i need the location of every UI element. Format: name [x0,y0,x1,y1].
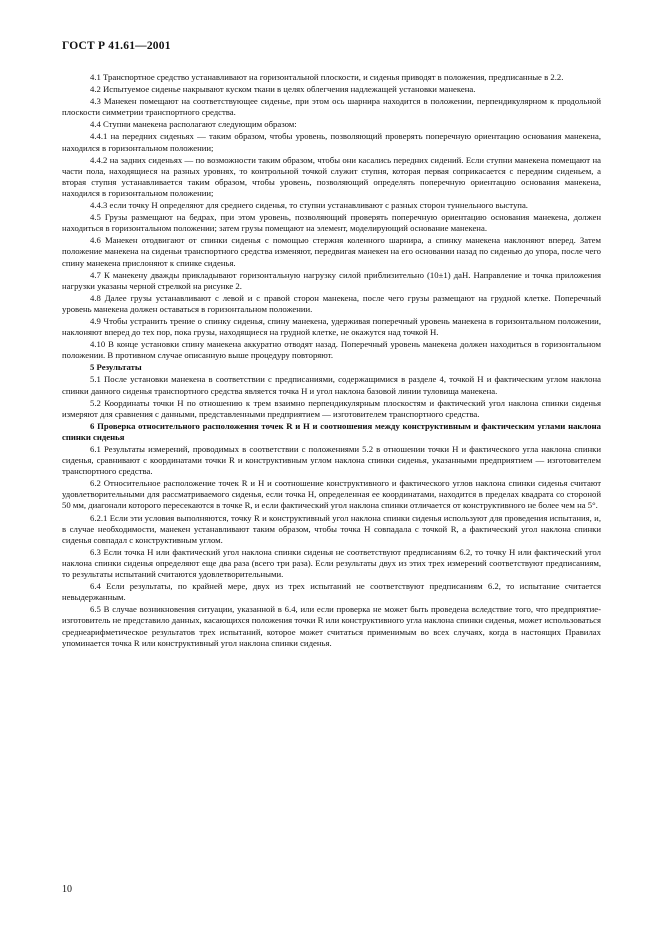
clause-6-2: 6.2 Относительное расположение точек R и H и соотношение конструктивного и фактического углов наклона спинки сиденья считают удовлетворительными для рассматриваемого сиденья, если точка H, определенная ее координатами, находится в пределах квадрата со стороной 50 мм, диагонали которого пересекаются в точке R, и если фактический угол наклона спинки отличается от конструктивного не более чем на 5°. [62,478,601,511]
clause-6-5: 6.5 В случае возникновения ситуации, указанной в 6.4, или если проверка не может быть проведена вследствие того, что предприятие-изготовитель не представило данных, касающихся положения точки R или конструктивного угла наклона спинки сиденья, может использоваться среднеарифметическое результатов трех испытаний, которое может считаться применимым во всех случаях, когда в настоящих Правилах упоминается точка R или конструктивный угол наклона спинки сиденья. [62,604,601,648]
clause-6-3: 6.3 Если точка H или фактический угол наклона спинки сиденья не соответствуют предписаниям 6.2, то точку H или фактический угол наклона спинки сиденья определяют еще два раза (всего три раза). Если результаты двух из этих трех измерений соответствуют предписаниям, то результаты испытаний считаются удовлетворительными. [62,546,601,580]
clause-4-10: 4.10 В конце установки спину манекена аккуратно отводят назад. Поперечный уровень манекена должен находиться в горизонтальном положении. В противном случае описанную выше процедуру повторяют. [62,339,601,361]
page-number: 10 [62,884,72,895]
page-body [62,72,601,650]
clause-4-1: 4.1 Транспортное средство устанавливают на горизонтальной плоскости, и сиденья приводят в положения, предписанные в 2.2. [90,72,564,82]
clause-6-1: 6.1 Результаты измерений, проводимых в соответствии с положениями 5.2 в отношении точки H и фактического угла наклона спинки сиденья, сравнивают с координатами точки R и конструктивным углом наклона спинки сиденья, указанными предприятием — изготовителем транспортного средства. [62,444,601,477]
clause-4-2: 4.2 Испытуемое сиденье накрывают куском ткани в целях облегчения надлежащей установки манекена. [90,84,476,95]
clause-4-8: 4.8 Далее грузы устанавливают с левой и с правой сторон манекена, после чего грузы размещают на грудной клетке. Поперечный уровень манекена должен оставаться в горизонтальном положении. [62,292,601,314]
clause-6-2-1: 6.2.1 Если эти условия выполняются, точку R и конструктивный угол наклона спинки сиденья используют для проведения испытания, и, в случае необходимости, манекен устанавливают таким образом, чтобы точка H совпадала с точкой R, а фактический угол наклона спинки сиденья совпадал с конструктивным углом. [62,512,601,545]
clause-6-4: 6.4 Если результаты, по крайней мере, двух из трех испытаний не соответствуют предписаниям 6.2, то испытание считается невыдержанным. [62,581,601,603]
clause-4-4-2: 4.4.2 на задних сиденьях — по возможности таким образом, чтобы они касались передних сидений. Если ступни манекена помещают на части пола, находящиеся на разных уровнях, то контрольной точкой служит ступня, которая первая соприкасается с передним сиденьем, а вторая ступня устанавливается таким образом, чтобы уровень, позволяющий определять поперечную ориентацию основания манекена, находился в горизонтальном положении; [62,154,601,198]
clause-4-5: 4.5 Грузы размещают на бедрах, при этом уровень, позволяющий проверять поперечную ориентацию основания манекена, должен находиться в горизонтальном положении; затем грузы помещают на элемент, моделирующий основание манекена. [62,212,601,234]
clause-4-4-3: 4.4.3 если точку H определяют для среднего сиденья, то ступни устанавливают с разных сторон туннельного выступа. [90,200,528,211]
clause-4-3: 4.3 Манекен помещают на соответствующее сиденье, при этом ось шарнира находится в положении, перпендикулярном к продольной плоскости симметрии транспортного средства. [62,96,601,118]
clause-4-6: 4.6 Манекен отодвигают от спинки сиденья с помощью стержня коленного шарнира, а спинку манекена наклоняют вперед. Затем положение манекена на сиденьи транспортного средства изменяют, передвигая манекен на его основании назад по сиденью до упора, после чего спину манекена прислоняют к спинке сиденья. [62,235,601,268]
clause-4-4: 4.4 Ступни манекена располагают следующим образом: [90,119,297,130]
clause-4-4-1: 4.4.1 на передних сиденьях — таким образом, чтобы уровень, позволяющий проверять поперечную ориентацию основания манекена, находился в горизонтальном положении; [62,131,601,153]
section-6-heading: 6 Проверка относительного расположения точек R и H и соотношения между конструктивным и фактическим углами наклона спинки сиденья [62,420,601,442]
clause-4-9: 4.9 Чтобы устранить трение о спинку сиденья, спину манекена, удерживая поперечный уровень манекена в горизонтальном положении, наклоняют вперед до тех пор, пока грузы, находящиеся на грудной клетке, не окажутся над точкой H. [62,315,601,338]
document-header: ГОСТ Р 41.61—2001 [62,40,171,52]
clause-4-7: 4.7 К манекену дважды прикладывают горизонтальную нагрузку силой приблизительно (10±1) даН. Направление и точка приложения нагрузки указаны черной стрелкой на рисунке 2. [62,269,601,291]
section-5-heading: 5 Результаты [90,362,142,373]
clause-5-2: 5.2 Координаты точки H по отношению к трем взаимно перпендикулярным плоскостям и фактический угол наклона спинки сиденья измеряют для сравнения с данными, представленными предприятием — изготовителем транспортного средства. [62,397,601,419]
clause-5-1: 5.1 После установки манекена в соответствии с предписаниями, содержащимися в разделе 4, точкой H и фактическим углом наклона спинки данного сиденья транспортного средства является точка H и угол наклона базовой линии туловища манекена. [62,374,601,396]
